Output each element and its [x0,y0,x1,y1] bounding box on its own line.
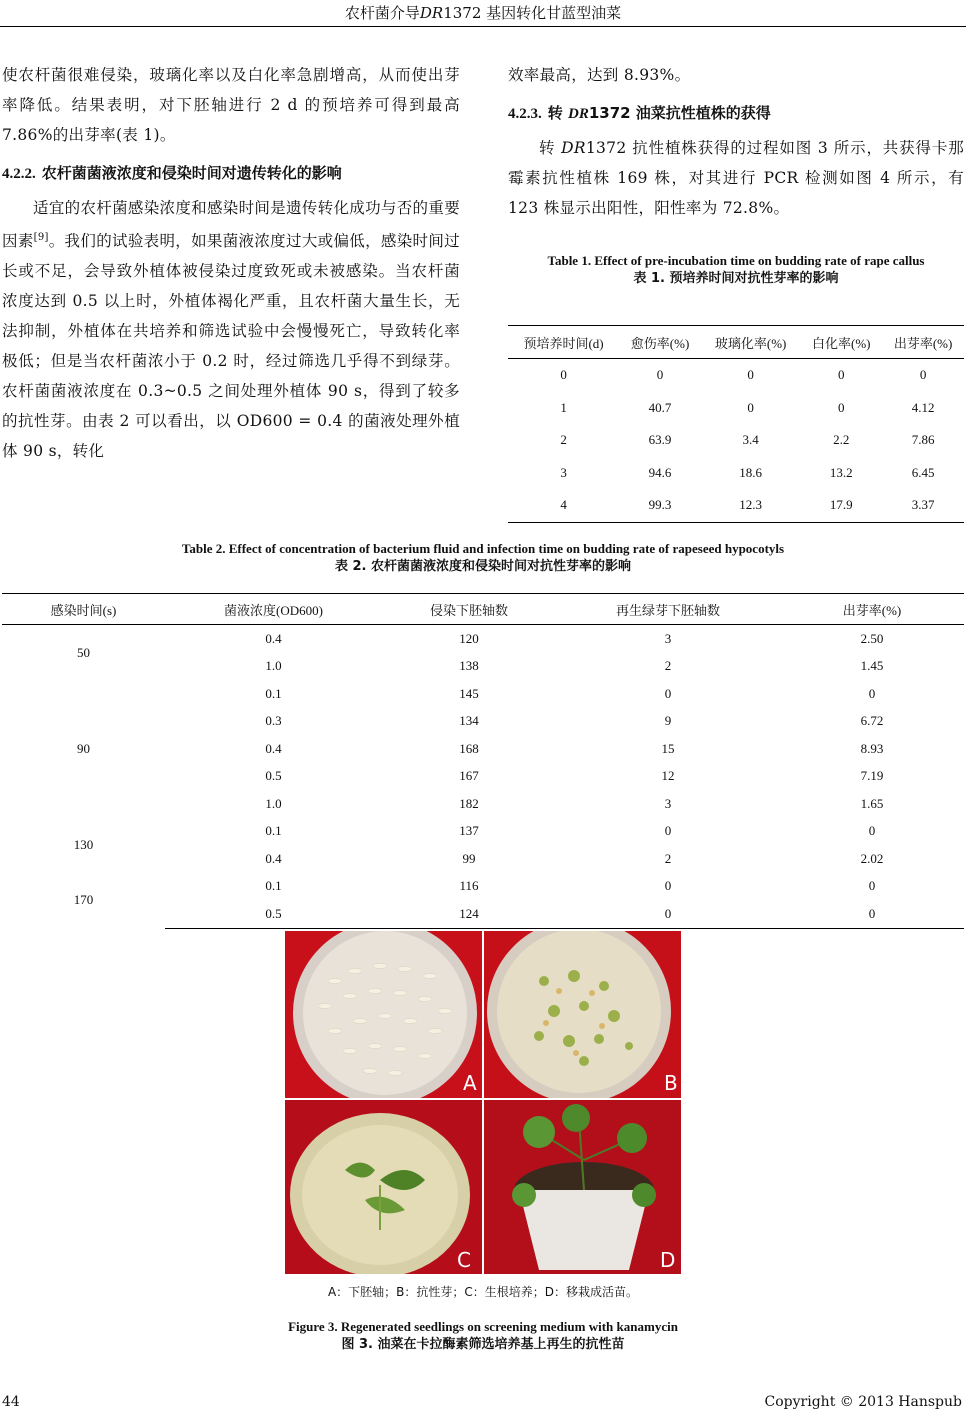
table2-cell: 1.65 [860,795,884,811]
table2-cell: 8.93 [860,740,884,756]
table1-cell: 40.7 [648,399,672,415]
table2-cell: 0.4 [265,740,282,756]
table2-cell: 120 [459,630,479,646]
paragraph: 效率最高，达到 8.93%。 [508,66,691,84]
table2-cell: 0.3 [265,713,282,729]
table-row [2,680,964,708]
table2-cell: 6.72 [860,713,884,729]
table2-cell: 0.1 [265,878,282,894]
table2-cell: 182 [459,795,479,811]
table2-cell: 0 [664,823,672,839]
table1-cell: 0 [747,399,754,415]
table2-cell: 124 [382,900,556,928]
table2-header-cell: 出芽率(%) [780,594,964,625]
table2-caption: Table 2. Effect of concentration of bacterium fluid and infection time on budding rate of rapeseed hypocotyls 表 2. 农杆菌菌液浓度和侵染时间对抗性芽率的影响 [181,541,785,574]
table2-cell: 0 [664,878,672,894]
table2-cell: 116 [459,878,479,894]
table2-cell: 1.0 [265,795,282,811]
table2-cell: 2 [664,850,672,866]
table2-cell: 137 [459,823,479,839]
table2-cell: 12 [661,768,675,784]
table2-cell: 2.02 [860,850,884,866]
table1-cell: 4 [508,489,619,522]
copyright: Copyright © 2013 Hanspub [764,1394,962,1410]
table2-cell: 167 [459,768,479,784]
table2-cell: 1.0 [265,658,282,674]
table2-cell: 1.45 [860,658,884,674]
table1-caption: Table 1. Effect of pre-incubation time on budding rate of rape callus 表 1. 预培养时间对抗性芽率的影响 [547,253,925,286]
table1-header-cell: 玻璃化率(%) [701,326,800,359]
table1-cell: 18.6 [739,464,762,480]
table-row [2,818,964,846]
infection-time-cell: 90 [77,740,90,756]
table2-header-cell: 菌液浓度(OD600) [165,594,382,625]
table2-cell: 168 [459,740,479,756]
paragraph: 转 DR1372 抗性植株获得的过程如图 3 所示，共获得卡那霉素抗性植株 169 株，对其进行 PCR 检测如图 4 所示，有 123 株显示出阳性，阳性率为 72.8%。 [508,139,964,217]
table2-cell: 145 [459,685,479,701]
figure3-panel-a: A [285,931,482,1098]
table1-cell: 6.45 [911,464,935,480]
table1-cell: 4.12 [911,399,935,415]
table2-cell: 138 [459,658,479,674]
section-heading-4-2-2: 4.2.2. 农杆菌菌液浓度和侵染时间对遗传转化的影响 [2,164,342,182]
section-heading-4-2-3: 4.2.3. 转 DR1372 油菜抗性植株的获得 [508,104,771,122]
table1-cell: 13.2 [829,464,853,480]
rooting-culture-image [285,1100,482,1274]
table1-cell: 0 [919,367,927,383]
table1-cell: 94.6 [648,464,672,480]
table2-cell: 0.4 [265,630,282,646]
figure3-caption: Figure 3. Regenerated seedlings on screening medium with kanamycin 图 3. 油菜在卡拉酶素筛选培养基上再生的抗性苗 [288,1319,678,1352]
right-column [508,60,964,223]
table2-cell: 0.4 [265,850,282,866]
table1-cell: 7.86 [911,432,935,448]
table2-cell: 0 [868,685,876,701]
table-row [508,457,964,490]
table2-cell: 0 [868,878,876,894]
petri-dish-resistant-buds-image [484,931,681,1098]
table-row [508,424,964,457]
page-number: 44 [2,1394,20,1410]
table1-header-cell: 愈伤率(%) [619,326,701,359]
table2 [2,593,964,929]
table1-cell: 12.3 [701,489,800,522]
table-row [2,873,964,901]
table1-header-cell: 预培养时间(d) [508,326,619,359]
table2-header-cell: 感染时间(s) [2,594,165,625]
infection-time-cell: 50 [77,644,90,660]
table2-cell: 3 [664,630,672,646]
table1-cell: 1 [560,399,567,415]
table2-cell: 2.50 [860,630,884,646]
left-column [2,60,460,466]
table2-cell: 0 [868,823,876,839]
table2-cell: 3 [664,795,672,811]
table1-cell: 3.4 [742,432,759,448]
table2-cell: 0.1 [265,685,282,701]
paragraph: 使农杆菌很难侵染，玻璃化率以及白化率急剧增高，从而使出芽率降低。结果表明，对下胚轴进行 2 d 的预培养可得到最高 7.86%的出芽率(表 1)。 [2,66,460,144]
citation-ref: [9] [33,232,49,243]
table2-header-cell: 再生绿芽下胚轴数 [556,594,780,625]
table2-cell: 0.5 [165,900,382,928]
table1-cell: 0 [747,367,754,383]
table1-cell: 0 [837,399,845,415]
figure3-panel-b: B [484,931,681,1098]
table1-cell: 2.2 [833,432,850,448]
table1-header-cell: 出芽率(%) [882,326,964,359]
header-rule [0,26,966,27]
table-row [508,392,964,425]
table2-cell: 0.1 [265,823,282,839]
table2-cell: 9 [664,713,672,729]
figure3-panel-d: D [484,1100,681,1274]
infection-time-cell: 170 [73,892,94,908]
table2-cell: 15 [661,740,675,756]
table1-cell: 17.9 [800,489,882,522]
figure3-legend: A：下胚轴；B：抗性芽；C：生根培养；D：移栽成活苗。 [327,1285,639,1299]
table-row [2,625,964,653]
running-header: 农杆菌介导DR1372 基因转化甘蓝型油菜 [344,4,622,22]
table1-cell: 3 [560,464,567,480]
table2-cell: 7.19 [860,768,884,784]
table1-cell: 2 [560,432,567,448]
table2-cell: 0 [556,900,780,928]
table1-cell: 0 [656,367,664,383]
petri-dish-hypocotyls-image [285,931,482,1098]
table1-cell: 0 [560,367,567,383]
table2-cell: 0 [780,900,964,928]
table1-cell: 99.3 [619,489,701,522]
table1-header-cell: 白化率(%) [800,326,882,359]
table1-cell: 63.9 [648,432,672,448]
table2-cell: 0 [664,685,672,701]
infection-time-cell: 130 [73,837,94,852]
paragraph: 适宜的农杆菌感染浓度和感染时间是遗传转化成功与否的重要因素[9]。我们的试验表明，如果菌液浓度过大或偏低，感染时间过长或不足，会导致外植体被侵染过度致死或未被感染。当农杆菌浓度达到 0.5 以上时，外植体褐化严重，且农杆菌大量生长，无法抑制，外植体在共培养和筛选试验中会慢慢死亡，导致转化率极低；但是当农杆菌浓小于 0.2 时，经过筛选几乎得不到绿芽。农杆菌菌液浓度在 0.3~0.5 之间处理外植体 90 s，得到了较多的抗性芽。由表 2 可以看出，以 OD600 = 0.4 的菌液处理外植体 90 s，转化 [2,199,460,461]
table2-cell: 99 [462,850,476,866]
table1-cell: 0 [837,367,845,383]
table1 [508,325,964,523]
table1-cell: 3.37 [882,489,964,522]
transplanted-seedling-image [484,1100,681,1274]
table2-header-cell: 侵染下胚轴数 [382,594,556,625]
table2-cell: 134 [459,713,479,729]
table-row [508,359,964,392]
table2-cell: 0.5 [265,768,282,784]
table-row [508,489,964,522]
figure3-panel-c: C [285,1100,482,1274]
table2-cell: 2 [664,658,672,674]
